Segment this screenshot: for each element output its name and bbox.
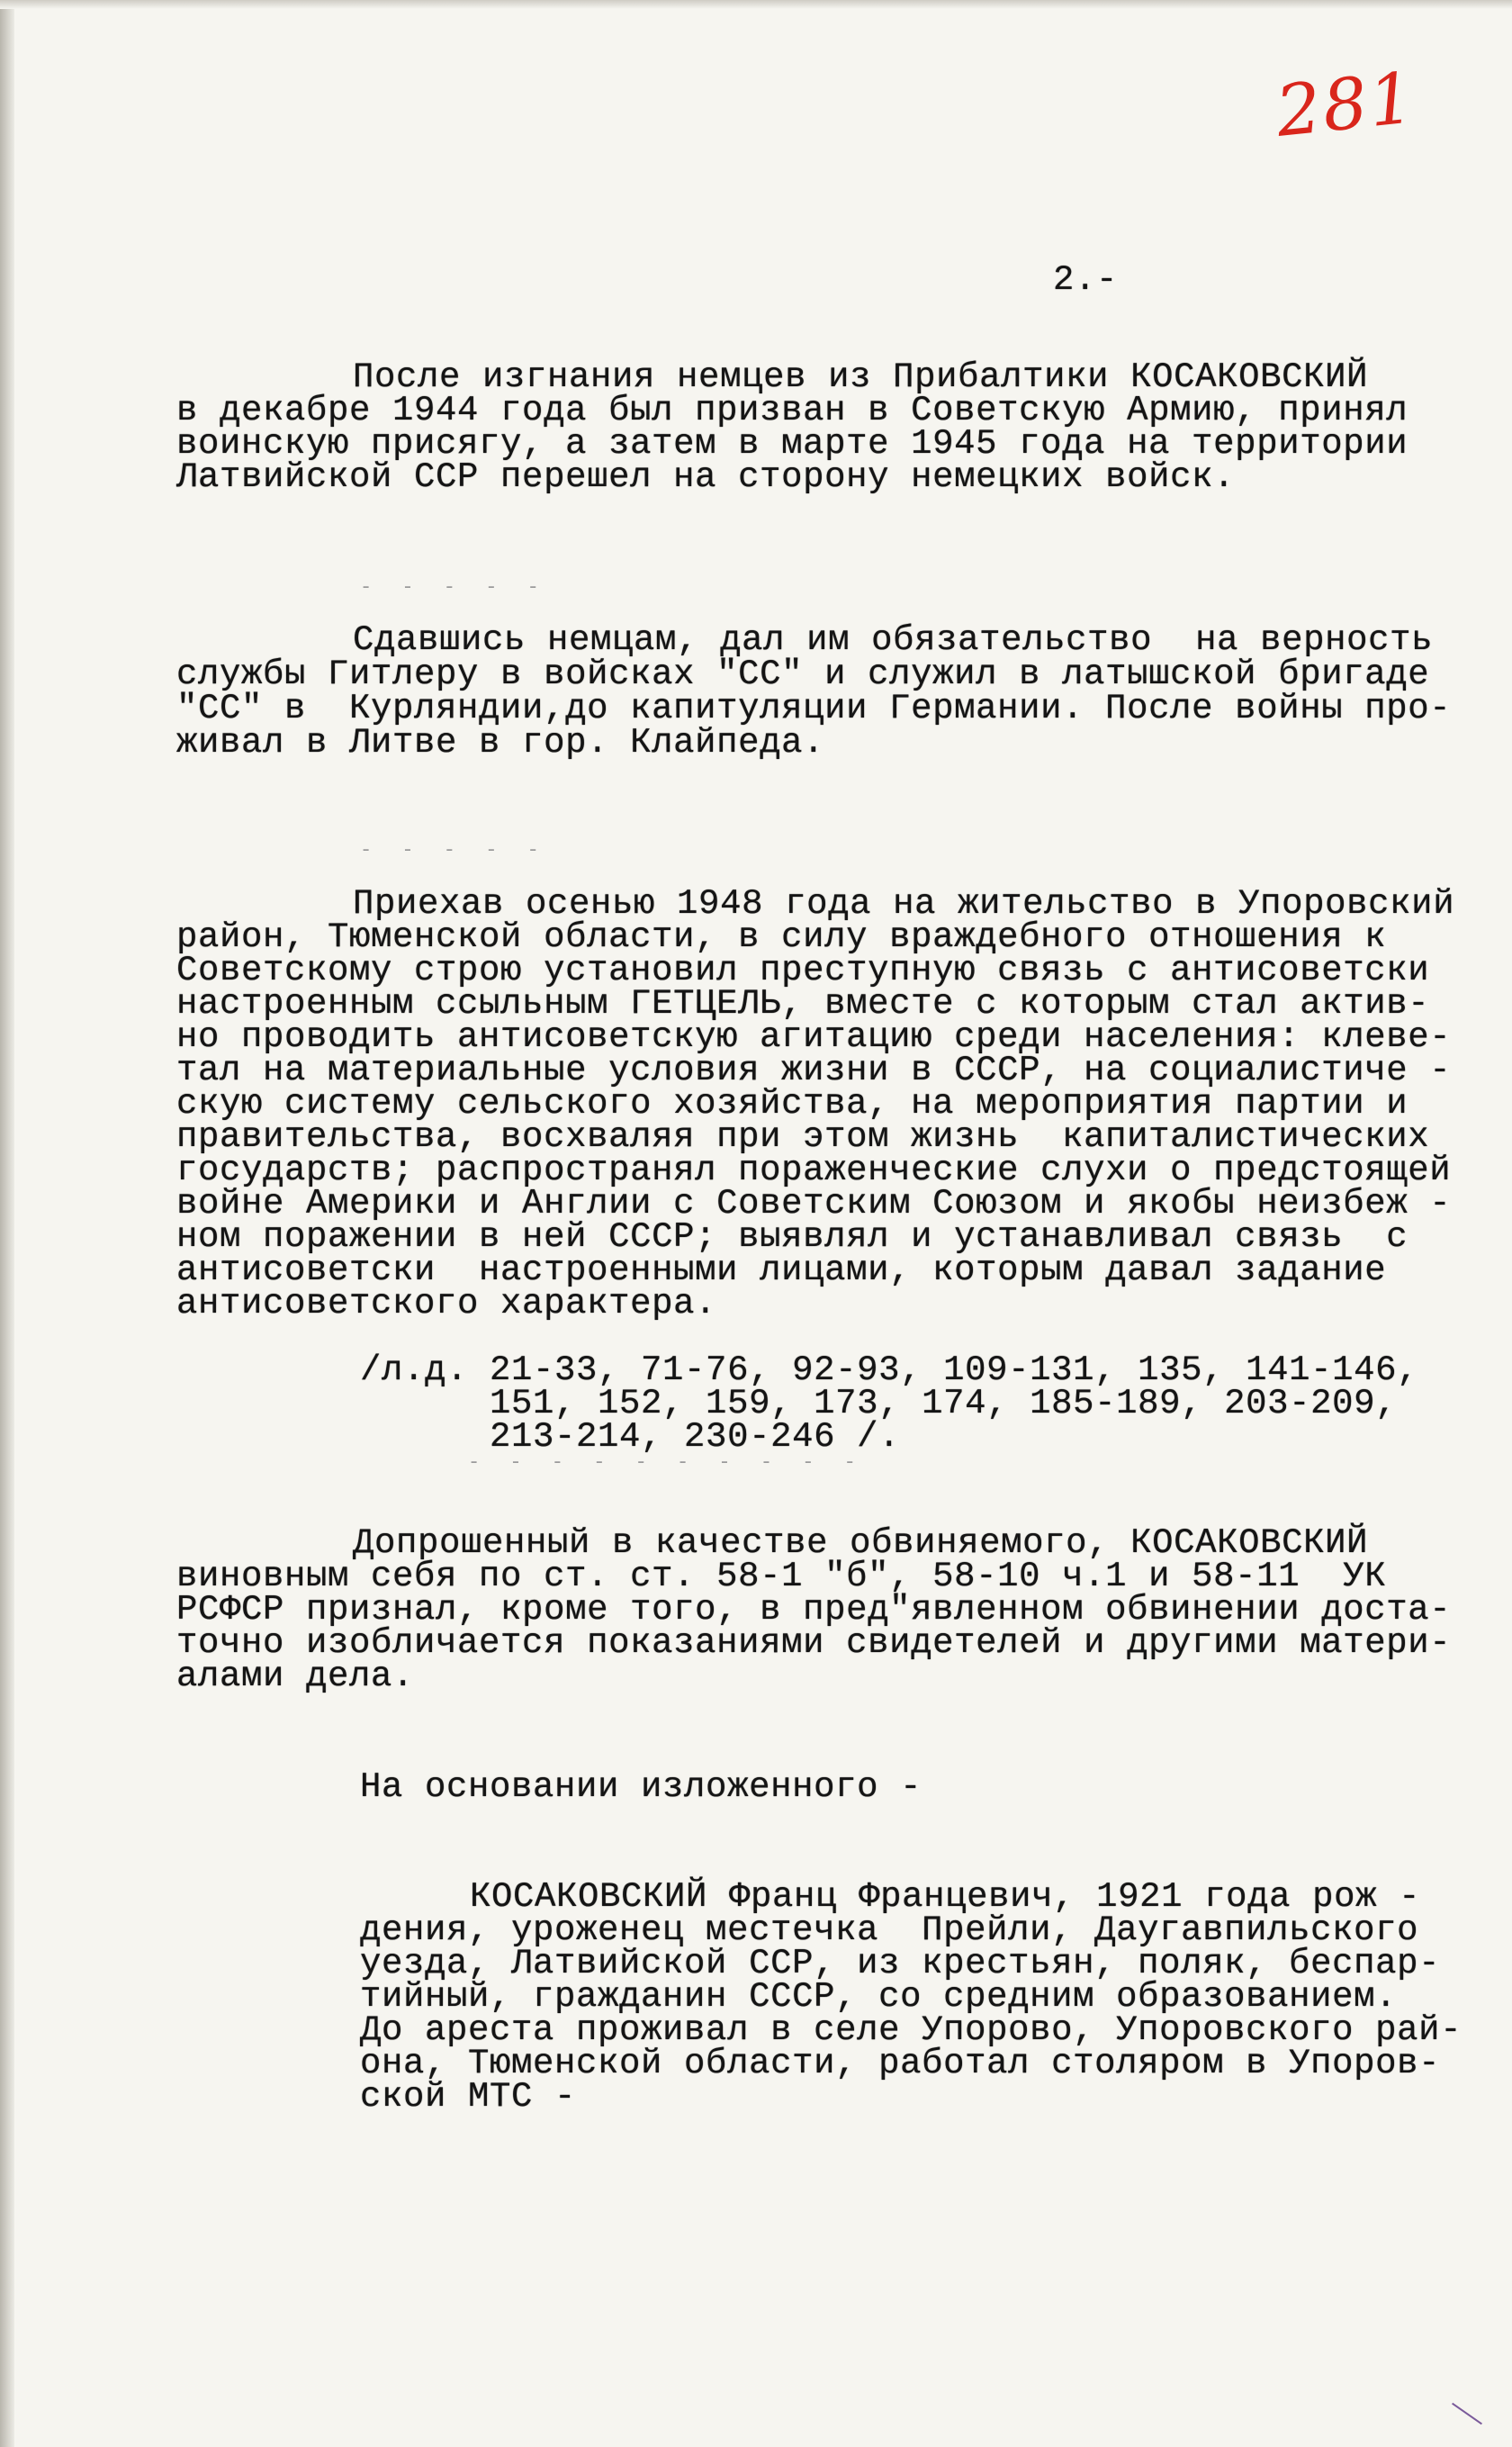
p6-line-1: КОСАКОВСКИЙ Франц Францевич, 1921 года рож - — [470, 1877, 1421, 1917]
p1-line-1: После изгнания немцев из Прибалтики КОСАКОВСКИЙ — [353, 357, 1369, 397]
ref-3-line-1: /л.д. 21-33, 71-76, 92-93, 109-131, 135, 141-146, — [360, 1350, 1419, 1390]
p4-line-1: Допрошенный в качестве обвиняемого, КОСАКОВСКИЙ — [353, 1523, 1369, 1563]
p3-line-3: Советскому строю установил преступную связь с антисоветски — [176, 951, 1430, 990]
p2-line-3: "СС" в Курляндии,до капитуляции Германии. После войны про- — [176, 689, 1452, 728]
p6-line-4: тийный, гражданин СССР, со средним образованием. — [360, 1977, 1398, 2017]
p3-line-9: государств; распространял пораженческие слухи о предстоящей — [176, 1151, 1452, 1190]
p1-line-3: воинскую присягу, а затем в марте 1945 года на территории — [176, 424, 1408, 464]
p3-line-11: ном поражении в ней СССР; выявлял и устанавливал связь с — [176, 1217, 1408, 1257]
p2-line-1: Сдавшись немцам, дал им обязательство на верность — [353, 620, 1434, 660]
p6-line-3: уезда, Латвийской ССР, из крестьян, поляк, беспар- — [360, 1944, 1441, 1983]
p1-line-4: Латвийской ССР перешел на сторону немецких войск. — [176, 457, 1236, 497]
page-edge-shadow — [0, 0, 14, 2447]
p3-line-6: тал на материальные условия жизни в СССР, на социалистиче - — [176, 1051, 1452, 1090]
p2-line-4: живал в Литве в гор. Клайпеда. — [176, 723, 825, 763]
separator-3: - - - - - - - - - - — [468, 1451, 865, 1474]
p4-line-5: алами дела. — [176, 1657, 415, 1696]
page-top-shadow — [0, 0, 1512, 9]
separator-2: - - - - - — [360, 839, 548, 862]
p4-line-4: точно изобличается показаниями свидетелей и другими матери- — [176, 1623, 1452, 1663]
p3-line-8: правительства, восхваляя при этом жизнь капиталистических — [176, 1117, 1430, 1157]
conclusion-intro: На основании изложенного - — [360, 1767, 922, 1807]
p6-line-7: ской МТС - — [360, 2077, 577, 2117]
p3-line-2: район, Тюменской области, в силу враждебного отношения к — [176, 917, 1387, 957]
separator-1: - - - - - — [360, 576, 548, 599]
p6-line-6: она, Тюменской области, работал столяром в Упоров- — [360, 2044, 1441, 2083]
p3-line-1: Приехав осенью 1948 года на жительство в Упоровский — [353, 884, 1455, 924]
p6-line-2: дения, уроженец местечка Прейли, Даугавпильского — [360, 1910, 1419, 1950]
p3-line-5: но проводить антисоветскую агитацию среди населения: клеве- — [176, 1017, 1452, 1057]
p6-line-5: До ареста проживал в селе Упорово, Упоровского рай- — [360, 2010, 1462, 2050]
p3-line-12: антисоветски настроенными лицами, которым давал задание — [176, 1251, 1387, 1290]
p1-line-2: в декабре 1944 года был призван в Советскую Армию, принял — [176, 391, 1408, 430]
ref-3-line-3: 213-214, 230-246 /. — [360, 1417, 901, 1457]
ref-3-line-2: 151, 152, 159, 173, 174, 185-189, 203-209, — [360, 1384, 1398, 1423]
p3-line-10: войне Америки и Англии с Советским Союзом и якобы неизбеж - — [176, 1184, 1452, 1224]
pen-mark — [1452, 2403, 1482, 2425]
archive-page-number: 281 — [1272, 58, 1420, 153]
p3-line-13: антисоветского характера. — [176, 1284, 717, 1323]
page-number: 2.- — [1053, 260, 1119, 300]
p3-line-7: скую систему сельского хозяйства, на мероприятия партии и — [176, 1084, 1408, 1124]
p3-line-4: настроенным ссыльным ГЕТЦЕЛЬ, вместе с которым стал актив- — [176, 984, 1430, 1024]
p4-line-3: РСФСР признал, кроме того, в пред"явленном обвинении доста- — [176, 1590, 1452, 1630]
p4-line-2: виновным себя по ст. ст. 58-1 "б", 58-10 ч.1 и 58-11 УК — [176, 1557, 1387, 1596]
p2-line-2: службы Гитлеру в войсках "СС" и служил в латышской бригаде — [176, 655, 1430, 694]
